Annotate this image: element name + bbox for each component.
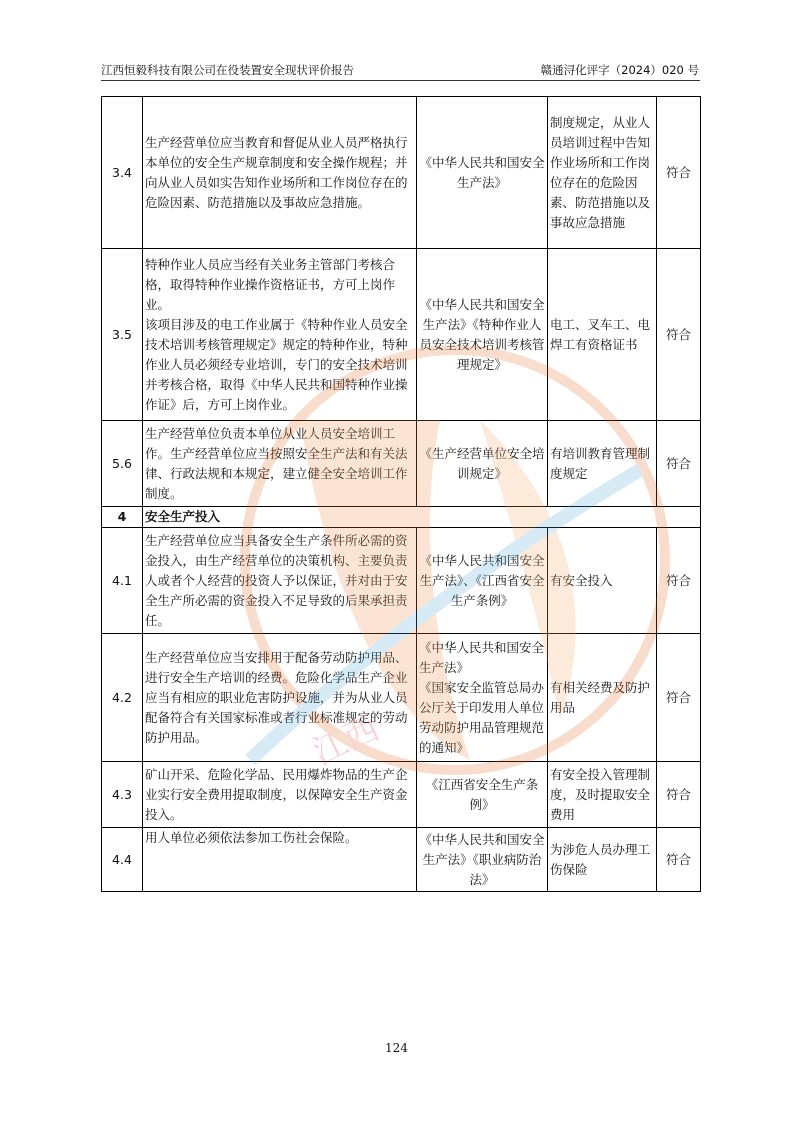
report-number: 赣通浔化评字（2024）020 号 bbox=[540, 63, 699, 77]
item-basis: 《中华人民共和国安全生产法》、《江西省安全生产条例》 bbox=[417, 528, 548, 634]
item-basis: 《中华人民共和国安全生产法》 bbox=[417, 97, 548, 249]
item-result: 符合 bbox=[657, 97, 701, 249]
item-number: 4.1 bbox=[102, 528, 143, 634]
item-number: 4.3 bbox=[102, 762, 143, 828]
item-content: 生产经营单位负责本单位从业人员安全培训工作。生产经营单位应当按照安全生产法和有关法律、行政法规和本规定，建立健全安全培训工作制度。 bbox=[143, 421, 417, 507]
item-result: 符合 bbox=[657, 528, 701, 634]
item-status: 有培训教育管理制度规定 bbox=[548, 421, 657, 507]
item-status: 有安全投入管理制度，及时提取安全费用 bbox=[548, 762, 657, 828]
item-status: 有相关经费及防护用品 bbox=[548, 634, 657, 762]
page-header bbox=[101, 62, 699, 78]
section-title: 安全生产投入 bbox=[143, 507, 701, 528]
item-basis: 《中华人民共和国安全生产法》 《国家安全监管总局办公厅关于印发用人单位劳动防护用品管理规范的通知》 bbox=[417, 634, 548, 762]
item-content: 生产经营单位应当安排用于配备劳动防护用品、进行安全生产培训的经费。危险化学品生产企业应当有相应的职业危害防护设施，并为从业人员配备符合有关国家标准或者行业标准规定的劳动防护用品。 bbox=[143, 634, 417, 762]
item-result: 符合 bbox=[657, 762, 701, 828]
report-title: 江西恒毅科技有限公司在役装置安全现状评价报告 bbox=[101, 63, 354, 77]
table-row bbox=[102, 528, 701, 634]
item-result: 符合 bbox=[657, 828, 701, 892]
section-number: 4 bbox=[102, 507, 143, 528]
page-number: 124 bbox=[385, 1041, 408, 1055]
table-row bbox=[102, 249, 701, 421]
item-status: 电工、叉车工、电焊工有资格证书 bbox=[548, 249, 657, 421]
item-number: 3.5 bbox=[102, 249, 143, 421]
item-number: 4.4 bbox=[102, 828, 143, 892]
item-number: 4.2 bbox=[102, 634, 143, 762]
section-row bbox=[102, 507, 701, 528]
item-content: 生产经营单位应当具备安全生产条件所必需的资金投入，由生产经营单位的决策机构、主要负责人或者个人经营的投资人予以保证，并对由于安全生产所必需的资金投入不足导致的后果承担责任。 bbox=[143, 528, 417, 634]
table-row bbox=[102, 762, 701, 828]
item-status: 为涉危人员办理工伤保险 bbox=[548, 828, 657, 892]
item-basis: 《中华人民共和国安全生产法》《特种作业人员安全技术培训考核管理规定》 bbox=[417, 249, 548, 421]
item-status: 有安全投入 bbox=[548, 528, 657, 634]
item-basis: 《中华人民共和国安全生产法》《职业病防治法》 bbox=[417, 828, 548, 892]
item-status: 制度规定，从业人员培训过程中告知作业场所和工作岗位存在的危险因素、防范措施以及事故应急措施 bbox=[548, 97, 657, 249]
table-row bbox=[102, 421, 701, 507]
item-result: 符合 bbox=[657, 249, 701, 421]
item-basis: 《江西省安全生产条例》 bbox=[417, 762, 548, 828]
table-row bbox=[102, 828, 701, 892]
item-result: 符合 bbox=[657, 421, 701, 507]
item-content: 用人单位必须依法参加工伤社会保险。 bbox=[143, 828, 417, 892]
item-number: 5.6 bbox=[102, 421, 143, 507]
watermark-text: 江西 bbox=[306, 708, 386, 774]
evaluation-table bbox=[101, 96, 701, 892]
item-content: 生产经营单位应当教育和督促从业人员严格执行本单位的安全生产规章制度和安全操作规程；并向从业人员如实告知作业场所和工作岗位存在的危险因素、防范措施以及事故应急措施。 bbox=[143, 97, 417, 249]
item-number: 3.4 bbox=[102, 97, 143, 249]
item-basis: 《生产经营单位安全培训规定》 bbox=[417, 421, 548, 507]
item-result: 符合 bbox=[657, 634, 701, 762]
item-content: 特种作业人员应当经有关业务主管部门考核合格，取得特种作业操作资格证书，方可上岗作业。 该项目涉及的电工作业属于《特种作业人员安全技术培训考核管理规定》规定的特种作业，特种作业人员必须经专业培训，专门的安全技术培训并考核合格，取得《中华人民共和国特种作业操作证》后，方可上岗作业。 bbox=[143, 249, 417, 421]
table-row bbox=[102, 97, 701, 249]
table-row bbox=[102, 634, 701, 762]
header-divider bbox=[101, 80, 700, 81]
item-content: 矿山开采、危险化学品、民用爆炸物品的生产企业实行安全费用提取制度，以保障安全生产资金投入。 bbox=[143, 762, 417, 828]
